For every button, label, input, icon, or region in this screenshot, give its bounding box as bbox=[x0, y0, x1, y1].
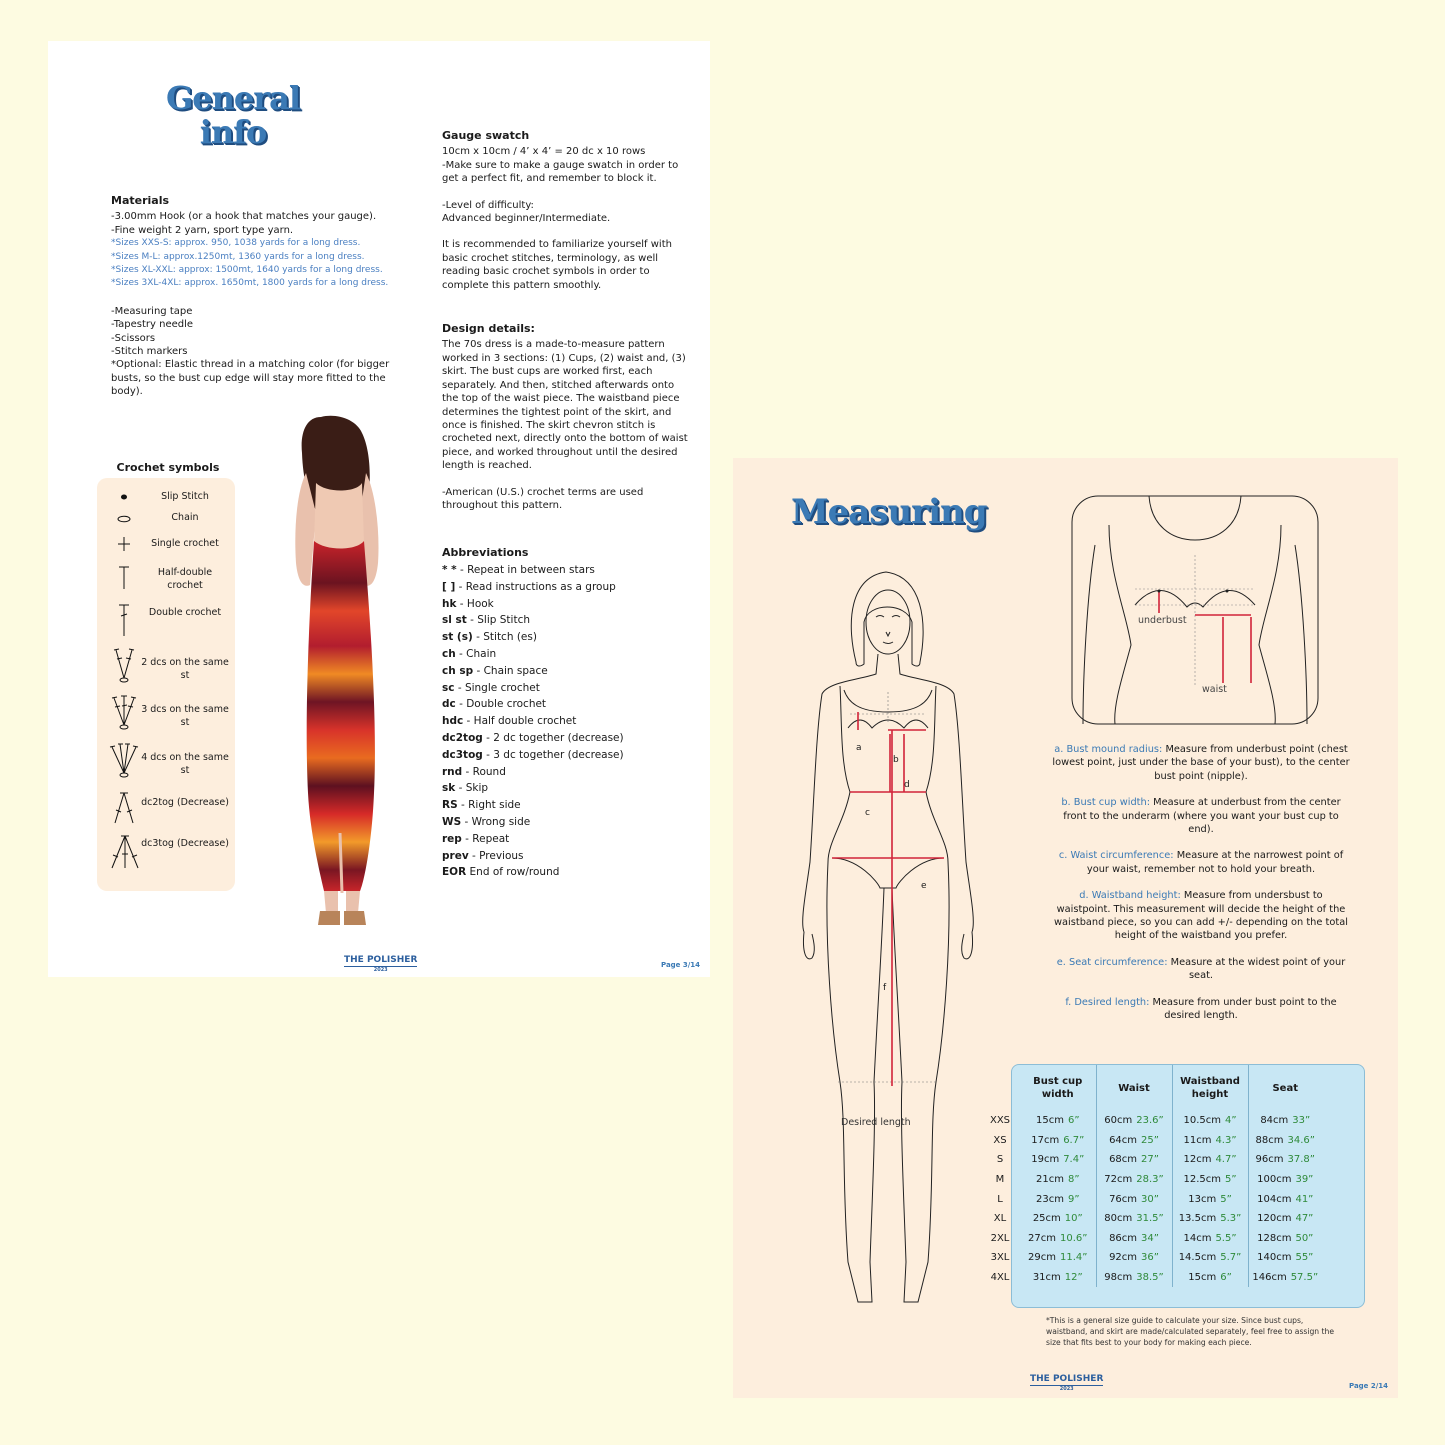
abbreviation-item bbox=[442, 780, 692, 797]
abbreviation-meaning: - 2 dc together (decrease) bbox=[482, 731, 624, 744]
inch-value: 41” bbox=[1295, 1193, 1314, 1205]
table-cell bbox=[1172, 1209, 1248, 1229]
size-label: M bbox=[995, 1174, 1005, 1186]
cm-value: 21cm bbox=[1035, 1174, 1064, 1186]
table-cell bbox=[1248, 1150, 1322, 1170]
abbreviation-key: sc bbox=[442, 681, 455, 694]
inch-value: 5.3” bbox=[1220, 1213, 1242, 1225]
cm-value: 25cm bbox=[1032, 1213, 1061, 1225]
cm-value: 14cm bbox=[1183, 1232, 1212, 1244]
abbreviations-section bbox=[442, 546, 692, 881]
abbreviation-meaning: - Chain space bbox=[473, 664, 548, 677]
single-crochet-icon bbox=[109, 534, 139, 558]
symbol-label: 2 dcs on the same st bbox=[141, 657, 229, 681]
logo-year: 2023 bbox=[344, 966, 417, 973]
size-label: L bbox=[997, 1193, 1003, 1205]
design-section bbox=[442, 322, 692, 512]
cm-value: 76cm bbox=[1109, 1193, 1138, 1205]
inch-value: 9” bbox=[1067, 1193, 1080, 1205]
table-row bbox=[980, 1131, 1322, 1151]
symbol-row bbox=[97, 564, 235, 604]
size-label: 3XL bbox=[990, 1252, 1010, 1264]
cm-value: 84cm bbox=[1260, 1115, 1289, 1127]
inch-value: 5” bbox=[1224, 1174, 1237, 1186]
abbreviation-key: hk bbox=[442, 597, 457, 610]
table-cell bbox=[1020, 1189, 1096, 1209]
table-cell bbox=[1096, 1170, 1172, 1190]
four-dc-icon bbox=[109, 741, 139, 783]
inch-value: 30” bbox=[1141, 1193, 1159, 1205]
materials-section bbox=[111, 194, 401, 399]
abbreviation-item bbox=[442, 629, 692, 646]
tool-line: -Tapestry needle bbox=[111, 319, 194, 331]
table-cell bbox=[1096, 1131, 1172, 1151]
inch-value: 36” bbox=[1141, 1252, 1159, 1264]
label-a: a bbox=[856, 743, 862, 753]
abbreviation-meaning: - Half double crochet bbox=[463, 715, 577, 728]
abbreviation-key: dc3tog bbox=[442, 748, 483, 761]
instruction-f: f. Desired length: Measure from under bust point to the desired length. bbox=[1065, 996, 1337, 1022]
cm-value: 146cm bbox=[1252, 1272, 1287, 1284]
abbreviation-key: [ ] bbox=[442, 580, 456, 593]
cm-value: 98cm bbox=[1104, 1272, 1133, 1284]
cm-value: 19cm bbox=[1031, 1154, 1060, 1166]
abbreviation-item bbox=[442, 747, 692, 764]
inch-value: 7.4” bbox=[1063, 1154, 1085, 1166]
abbreviation-key: * * bbox=[442, 564, 457, 576]
table-cell bbox=[1172, 1268, 1248, 1288]
bust-detail-illustration bbox=[1071, 495, 1319, 725]
materials-line: -3.00mm Hook (or a hook that matches your gauge). bbox=[111, 211, 377, 223]
table-cell bbox=[1020, 1131, 1096, 1151]
label-c: c bbox=[865, 808, 870, 818]
page-number: Page 2/14 bbox=[1349, 1382, 1389, 1390]
gauge-line: -Make sure to make a gauge swatch in order to get a perfect fit, and remember to block it. bbox=[442, 159, 679, 185]
abbreviation-item bbox=[442, 797, 692, 814]
table-cell bbox=[1172, 1189, 1248, 1209]
crochet-symbols-box bbox=[97, 478, 235, 891]
label-e: e bbox=[921, 881, 927, 891]
abbreviation-key: rnd bbox=[442, 765, 463, 778]
cm-value: 86cm bbox=[1109, 1232, 1138, 1244]
table-cell bbox=[1096, 1189, 1172, 1209]
logo-year: 2023 bbox=[1030, 1385, 1103, 1392]
gauge-heading: Gauge swatch bbox=[442, 129, 530, 142]
symbol-label: dc3tog (Decrease) bbox=[141, 838, 229, 849]
inch-value: 50” bbox=[1295, 1232, 1314, 1244]
cm-value: 13cm bbox=[1188, 1193, 1217, 1205]
symbol-row bbox=[97, 646, 235, 686]
abbreviation-item bbox=[442, 596, 692, 613]
gauge-line: 10cm x 10cm / 4’ x 4’ = 20 dc x 10 rows bbox=[442, 146, 646, 158]
cm-value: 104cm bbox=[1257, 1193, 1292, 1205]
symbol-label: 3 dcs on the same st bbox=[141, 704, 229, 728]
table-cell bbox=[1096, 1111, 1172, 1131]
abbreviation-item bbox=[442, 864, 692, 881]
materials-heading: Materials bbox=[111, 194, 170, 207]
abbreviation-item bbox=[442, 612, 692, 629]
table-cell bbox=[1172, 1111, 1248, 1131]
design-heading: Design details: bbox=[442, 322, 535, 336]
dress-photo bbox=[266, 413, 414, 935]
abbreviation-meaning: - Double crochet bbox=[455, 698, 547, 711]
cm-value: 15cm bbox=[1035, 1115, 1064, 1127]
cm-value: 100cm bbox=[1257, 1174, 1292, 1186]
cm-value: 96cm bbox=[1255, 1154, 1284, 1166]
abbreviation-item bbox=[442, 848, 692, 865]
table-cell bbox=[1248, 1229, 1322, 1249]
design-text: The 70s dress is a made-to-measure pattern worked in 3 sections: (1) Cups, (2) waist and, (3) skirt. The bust cups are worked first, each separately. And then, stitched afterwards onto the top of the waist piece. The waistband piece determines the tightest point of the skirt, and once is finished. The skirt chevron stitch is crocheted next, directly onto the bottom of waist piece, and worked throughout until the desired length is reached. bbox=[442, 339, 688, 472]
chain-icon bbox=[109, 508, 139, 532]
inch-value: 34” bbox=[1141, 1232, 1159, 1244]
inch-value: 6” bbox=[1067, 1115, 1080, 1127]
terms-note: -American (U.S.) crochet terms are used throughout this pattern. bbox=[442, 486, 644, 511]
recommendation-text: It is recommended to familiarize yourself with basic crochet stitches, terminology, as well reading basic crochet symbols in order to complete this pattern smoothly. bbox=[442, 239, 672, 291]
polisher-logo bbox=[1030, 1374, 1103, 1392]
page-title bbox=[153, 81, 313, 149]
abbreviations-heading: Abbreviations bbox=[442, 546, 529, 559]
inch-value: 47” bbox=[1295, 1213, 1314, 1225]
inch-value: 5” bbox=[1220, 1193, 1232, 1205]
symbol-row bbox=[97, 741, 235, 781]
table-cell bbox=[1020, 1248, 1096, 1268]
title-line-2: info bbox=[199, 113, 267, 151]
symbol-row bbox=[97, 602, 235, 642]
instruction-b: b. Bust cup width: Measure at underbust from the center front to the underarm (where you want your bust cup to end). bbox=[1061, 797, 1341, 836]
table-cell bbox=[1020, 1229, 1096, 1249]
inch-value: 39” bbox=[1295, 1174, 1314, 1186]
size-label: XL bbox=[993, 1213, 1007, 1225]
inch-value: 28.3” bbox=[1136, 1174, 1164, 1186]
table-cell bbox=[1020, 1111, 1096, 1131]
abbreviation-key: prev bbox=[442, 849, 469, 862]
cm-value: 140cm bbox=[1257, 1252, 1292, 1264]
table-cell bbox=[1020, 1268, 1096, 1288]
inch-value: 27” bbox=[1141, 1154, 1159, 1166]
cm-value: 10.5cm bbox=[1183, 1115, 1221, 1127]
abbreviation-item bbox=[442, 814, 692, 831]
inch-value: 57.5” bbox=[1290, 1272, 1319, 1284]
size-label: 4XL bbox=[990, 1272, 1010, 1284]
abbreviation-item bbox=[442, 562, 692, 579]
cm-value: 31cm bbox=[1032, 1272, 1061, 1284]
abbreviation-item bbox=[442, 663, 692, 680]
gauge-section bbox=[442, 129, 692, 292]
table-header-row bbox=[980, 1065, 1322, 1111]
size-label: XS bbox=[993, 1134, 1007, 1146]
logo-text: THE POLISHER bbox=[344, 955, 418, 965]
inch-value: 5.7” bbox=[1220, 1252, 1242, 1264]
symbol-label: Half-double crochet bbox=[157, 567, 213, 591]
inch-value: 23.6” bbox=[1136, 1115, 1164, 1127]
table-cell bbox=[1248, 1189, 1322, 1209]
size-guide-note: *This is a general size guide to calculate your size. Since bust cups, waistband, and skirt are made/calculated separately, feel free to assign the size that fits best to your body for making each piece. bbox=[1046, 1316, 1334, 1347]
table-cell bbox=[1248, 1209, 1322, 1229]
cm-value: 72cm bbox=[1104, 1174, 1133, 1186]
table-cell bbox=[1172, 1248, 1248, 1268]
table-cell bbox=[1248, 1170, 1322, 1190]
table-cell bbox=[1096, 1229, 1172, 1249]
symbol-label: Slip Stitch bbox=[161, 491, 209, 502]
symbol-label: Double crochet bbox=[148, 607, 222, 618]
general-info-page bbox=[48, 41, 710, 977]
table-cell bbox=[1172, 1150, 1248, 1170]
size-yardage-line: *Sizes 3XL-4XL: approx. 1650mt, 1800 yards for a long dress. bbox=[111, 278, 389, 289]
cm-value: 11cm bbox=[1183, 1134, 1212, 1146]
table-row bbox=[980, 1170, 1322, 1190]
logo-text: THE POLISHER bbox=[1030, 1374, 1104, 1384]
label-b: b bbox=[893, 755, 899, 765]
symbol-row bbox=[97, 790, 235, 830]
table-cell bbox=[1172, 1131, 1248, 1151]
table-cell bbox=[1096, 1248, 1172, 1268]
cm-value: 92cm bbox=[1109, 1252, 1138, 1264]
half-double-crochet-icon bbox=[109, 564, 139, 596]
table-row bbox=[980, 1150, 1322, 1170]
abbreviation-item bbox=[442, 730, 692, 747]
size-label: XXS bbox=[989, 1115, 1011, 1127]
cm-value: 14.5cm bbox=[1178, 1252, 1217, 1264]
inch-value: 34.6” bbox=[1287, 1134, 1315, 1146]
cm-value: 12cm bbox=[1183, 1154, 1212, 1166]
abbreviation-meaning: - Single crochet bbox=[454, 681, 540, 694]
polisher-logo bbox=[344, 955, 417, 973]
inch-value: 5.5” bbox=[1215, 1232, 1237, 1244]
abbreviation-meaning: - Previous bbox=[468, 849, 524, 862]
page-number: Page 3/14 bbox=[661, 961, 701, 969]
instruction-c: c. Waist circumference: Measure at the narrowest point of your waist, remember not to hold your breath. bbox=[1058, 850, 1344, 875]
table-cell bbox=[1096, 1209, 1172, 1229]
abbreviation-item bbox=[442, 713, 692, 730]
inch-value: 55” bbox=[1295, 1252, 1314, 1264]
table-cell bbox=[1020, 1170, 1096, 1190]
cm-value: 29cm bbox=[1028, 1252, 1056, 1264]
instruction-d: d. Waistband height: Measure from undersbust to waistpoint. This measurement will decide the height of the waistband piece, so you can add +/- depending on the total height of the waistband you prefer. bbox=[1054, 890, 1348, 942]
underbust-label: underbust bbox=[1138, 615, 1187, 626]
cm-value: 120cm bbox=[1257, 1213, 1292, 1225]
inch-value: 4.3” bbox=[1215, 1134, 1237, 1146]
table-row bbox=[980, 1248, 1322, 1268]
difficulty-label: -Level of difficulty: bbox=[442, 199, 534, 211]
abbreviation-meaning: - Skip bbox=[455, 782, 489, 795]
abbreviation-item bbox=[442, 579, 692, 596]
instruction-a: a. Bust mound radius: Measure from underbust point (chest lowest point, just under the base of your bust), to the center bust point (nipple). bbox=[1052, 744, 1350, 782]
table-cell bbox=[1020, 1150, 1096, 1170]
body-measurement-figure bbox=[788, 562, 988, 1352]
table-row bbox=[980, 1229, 1322, 1249]
table-cell bbox=[1248, 1111, 1322, 1131]
abbreviation-meaning: - Repeat bbox=[461, 832, 510, 845]
abbreviation-key: ch sp bbox=[442, 664, 474, 677]
instruction-e: e. Seat circumference: Measure at the widest point of your seat. bbox=[1056, 956, 1346, 982]
gauge-design-column bbox=[442, 129, 692, 526]
page-title: Measuring bbox=[791, 492, 987, 532]
two-dc-icon bbox=[109, 646, 139, 688]
abbreviation-meaning: - Read instructions as a group bbox=[455, 580, 616, 593]
label-d: d bbox=[904, 780, 910, 790]
table-row bbox=[980, 1111, 1322, 1131]
measuring-page bbox=[733, 458, 1398, 1398]
cm-value: 13.5cm bbox=[1178, 1213, 1217, 1225]
cm-value: 15cm bbox=[1188, 1272, 1217, 1284]
slip-stitch-icon bbox=[109, 486, 139, 510]
symbol-row bbox=[97, 833, 235, 873]
abbreviation-key: EOR bbox=[442, 866, 467, 879]
abbreviation-key: sk bbox=[442, 782, 456, 795]
table-cell bbox=[1248, 1268, 1322, 1288]
table-row bbox=[980, 1189, 1322, 1209]
abbreviation-key: dc2tog bbox=[442, 731, 483, 744]
abbreviation-item bbox=[442, 680, 692, 697]
size-yardage-line: *Sizes M-L: approx.1250mt, 1360 yards for a long dress. bbox=[111, 251, 365, 262]
double-crochet-icon bbox=[109, 602, 139, 642]
cm-value: 80cm bbox=[1104, 1213, 1133, 1225]
tool-line: -Measuring tape bbox=[111, 305, 193, 317]
cm-value: 23cm bbox=[1035, 1193, 1064, 1205]
abbreviation-key: ch bbox=[442, 647, 456, 660]
abbreviation-meaning: - Right side bbox=[457, 799, 521, 812]
inch-value: 31.5” bbox=[1136, 1213, 1164, 1225]
cm-value: 27cm bbox=[1028, 1232, 1056, 1244]
size-yardage-line: *Sizes XXS-S: approx. 950, 1038 yards for a long dress. bbox=[111, 238, 361, 249]
inch-value: 8” bbox=[1067, 1174, 1080, 1186]
tool-line: -Scissors bbox=[111, 332, 156, 344]
cm-value: 88cm bbox=[1255, 1134, 1284, 1146]
abbreviation-meaning: - Wrong side bbox=[461, 815, 531, 828]
inch-value: 4.7” bbox=[1215, 1154, 1237, 1166]
tool-line: -Stitch markers bbox=[111, 346, 188, 358]
waist-label: waist bbox=[1202, 684, 1227, 695]
abbreviation-item bbox=[442, 831, 692, 848]
dc2tog-icon bbox=[109, 790, 139, 830]
title-line-1: General bbox=[165, 79, 301, 117]
cm-value: 60cm bbox=[1104, 1115, 1133, 1127]
label-f: f bbox=[883, 983, 887, 993]
abbreviation-meaning: - Chain bbox=[455, 647, 497, 660]
abbreviation-meaning: - Slip Stitch bbox=[466, 614, 530, 627]
abbreviation-item bbox=[442, 696, 692, 713]
table-cell bbox=[1248, 1248, 1322, 1268]
desired-length-label: Desired length bbox=[841, 1117, 911, 1128]
inch-value: 4” bbox=[1224, 1115, 1237, 1127]
table-cell bbox=[1172, 1229, 1248, 1249]
difficulty-value: Advanced beginner/Intermediate. bbox=[442, 213, 611, 225]
abbreviation-key: st (s) bbox=[442, 631, 473, 644]
inch-value: 37.8” bbox=[1287, 1154, 1315, 1166]
cm-value: 68cm bbox=[1109, 1154, 1138, 1166]
inch-value: 6.7” bbox=[1063, 1134, 1085, 1146]
size-yardage-line: *Sizes XL-XXL: approx: 1500mt, 1640 yards for a long dress. bbox=[111, 265, 383, 276]
three-dc-icon bbox=[109, 693, 139, 735]
abbreviation-key: hdc bbox=[442, 715, 464, 728]
size-label: 2XL bbox=[990, 1232, 1010, 1244]
column-header: Bust cup width bbox=[1033, 1076, 1083, 1100]
inch-value: 38.5” bbox=[1136, 1272, 1164, 1284]
abbreviation-meaning: - Round bbox=[462, 765, 506, 778]
symbol-label: dc2tog (Decrease) bbox=[141, 797, 229, 808]
abbreviation-key: RS bbox=[442, 799, 458, 812]
inch-value: 6” bbox=[1220, 1272, 1232, 1284]
measurement-instructions bbox=[1051, 743, 1351, 1036]
size-label: S bbox=[996, 1154, 1004, 1166]
cm-value: 17cm bbox=[1031, 1134, 1060, 1146]
inch-value: 25” bbox=[1141, 1134, 1159, 1146]
symbol-label: Single crochet bbox=[151, 538, 219, 549]
table-cell bbox=[1248, 1131, 1322, 1151]
inch-value: 11.4” bbox=[1060, 1252, 1088, 1264]
column-header: Waistband height bbox=[1172, 1065, 1248, 1111]
size-chart bbox=[989, 1064, 1365, 1308]
inch-value: 33” bbox=[1292, 1115, 1311, 1127]
dc3tog-icon bbox=[109, 833, 139, 875]
table-row bbox=[980, 1268, 1322, 1288]
column-header: Waist bbox=[1096, 1065, 1172, 1111]
symbol-row bbox=[97, 693, 235, 733]
inch-value: 10” bbox=[1064, 1213, 1083, 1225]
table-cell bbox=[1172, 1170, 1248, 1190]
abbreviation-meaning: - Hook bbox=[456, 597, 494, 610]
materials-line: -Fine weight 2 yarn, sport type yarn. bbox=[111, 224, 294, 236]
abbreviation-meaning: - Stitch (es) bbox=[472, 631, 537, 644]
symbol-label: 4 dcs on the same st bbox=[141, 752, 229, 776]
symbols-heading: Crochet symbols bbox=[116, 461, 220, 474]
table-row bbox=[980, 1209, 1322, 1229]
column-header: Seat bbox=[1248, 1065, 1322, 1111]
abbreviation-meaning: - Repeat in between stars bbox=[456, 564, 595, 576]
cm-value: 12.5cm bbox=[1183, 1174, 1221, 1186]
abbreviation-item bbox=[442, 646, 692, 663]
abbreviation-meaning: - 3 dc together (decrease) bbox=[482, 748, 624, 761]
abbreviation-key: sl st bbox=[442, 614, 467, 627]
table-cell bbox=[1020, 1209, 1096, 1229]
inch-value: 12” bbox=[1064, 1272, 1083, 1284]
abbreviation-key: WS bbox=[442, 815, 462, 828]
inch-value: 10.6” bbox=[1060, 1232, 1088, 1244]
symbol-label: Chain bbox=[171, 512, 199, 523]
abbreviation-key: rep bbox=[442, 832, 462, 845]
table-cell bbox=[1096, 1150, 1172, 1170]
abbreviation-item bbox=[442, 764, 692, 781]
abbreviation-key: dc bbox=[442, 698, 456, 711]
table-cell bbox=[1096, 1268, 1172, 1288]
abbreviation-meaning: End of row/round bbox=[466, 866, 560, 879]
tool-line: *Optional: Elastic thread in a matching color (for bigger busts, so the bust cup edge will stay more fitted to the body). bbox=[111, 359, 390, 398]
size-table bbox=[980, 1065, 1322, 1287]
cm-value: 128cm bbox=[1257, 1232, 1292, 1244]
cm-value: 64cm bbox=[1109, 1134, 1138, 1146]
